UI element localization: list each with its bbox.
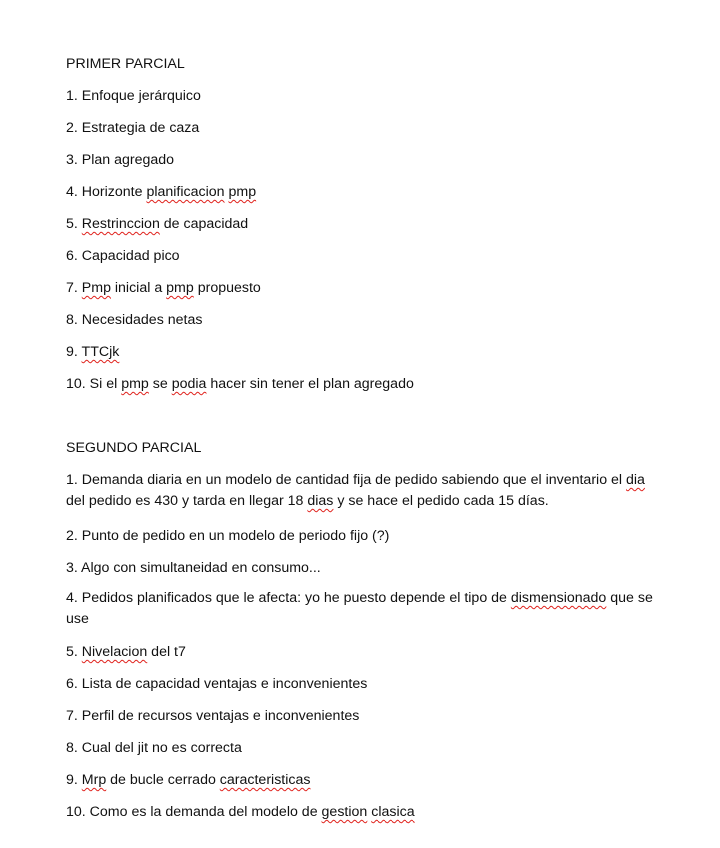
text-run: 9. xyxy=(66,344,82,360)
list-item xyxy=(66,588,666,630)
list-item: 2. Punto de pedido en un modelo de periodo fijo (?) xyxy=(66,528,390,544)
misspelled-word: caracteristicas xyxy=(219,772,311,788)
list-item xyxy=(66,279,261,297)
text-run: 4. Pedidos planificados que le afecta: yo he puesto depende el tipo de xyxy=(66,590,511,606)
list-item xyxy=(66,771,310,789)
misspelled-word: dia xyxy=(626,472,645,488)
text-run: hacer sin tener el plan agregado xyxy=(206,376,414,392)
list-item xyxy=(66,643,186,661)
list-item: 8. Cual del jit no es correcta xyxy=(66,740,242,756)
text-run: que se use xyxy=(66,590,653,627)
text-run: del pedido es 430 y tarda en llegar 18 xyxy=(66,493,308,509)
list-item xyxy=(66,183,256,201)
text-run: de bucle cerrado xyxy=(106,772,220,788)
text-run: y se hace el pedido cada 15 días. xyxy=(333,493,549,509)
misspelled-word: podia xyxy=(171,376,207,392)
text-run: 10. Como es la demanda del modelo de xyxy=(66,804,322,820)
misspelled-word: Pmp xyxy=(81,280,111,296)
text-run: inicial a xyxy=(110,280,167,296)
list-item xyxy=(66,343,119,361)
list-item: 2. Estrategia de caza xyxy=(66,120,200,136)
list-item: 7. Perfil de recursos ventajas e inconvenientes xyxy=(66,708,360,724)
text-run: 7. xyxy=(66,280,82,296)
misspelled-word: Restrinccion xyxy=(81,216,160,232)
misspelled-word: Nivelacion xyxy=(81,644,148,660)
list-item: 3. Algo con simultaneidad en consumo... xyxy=(66,560,321,576)
section-title-segundo: SEGUNDO PARCIAL xyxy=(66,440,202,456)
misspelled-word: clasica xyxy=(371,804,415,820)
text-run: 9. xyxy=(66,772,82,788)
list-item xyxy=(66,215,248,233)
list-item xyxy=(66,470,666,512)
section-title-primer: PRIMER PARCIAL xyxy=(66,56,185,72)
text-run: se xyxy=(148,376,172,392)
text-run: 5. xyxy=(66,644,82,660)
list-item: 1. Enfoque jerárquico xyxy=(66,88,201,104)
list-item xyxy=(66,803,415,821)
misspelled-word: planificacion xyxy=(146,184,225,200)
misspelled-word: Mrp xyxy=(81,772,107,788)
text-run: 4. Horizonte xyxy=(66,184,147,200)
text-run: de capacidad xyxy=(159,216,249,232)
misspelled-word: gestion xyxy=(321,804,368,820)
list-item: 3. Plan agregado xyxy=(66,152,175,168)
misspelled-word: pmp xyxy=(228,184,257,200)
misspelled-word: dismensionado xyxy=(510,590,607,606)
list-item: 6. Lista de capacidad ventajas e inconvenientes xyxy=(66,676,368,692)
text-run: del t7 xyxy=(147,644,186,660)
list-item xyxy=(66,375,414,393)
misspelled-word: pmp xyxy=(166,280,194,296)
text-run: 10. Si el xyxy=(66,376,122,392)
text-run: 1. Demanda diaria en un modelo de cantidad fija de pedido sabiendo que el inventario el xyxy=(66,472,627,488)
misspelled-word: TTCjk xyxy=(81,344,120,360)
text-run: 5. xyxy=(66,216,82,232)
misspelled-word: pmp xyxy=(121,376,149,392)
text-run: propuesto xyxy=(193,280,261,296)
list-item: 6. Capacidad pico xyxy=(66,248,180,264)
misspelled-word: dias xyxy=(307,493,334,509)
list-item: 8. Necesidades netas xyxy=(66,312,203,328)
